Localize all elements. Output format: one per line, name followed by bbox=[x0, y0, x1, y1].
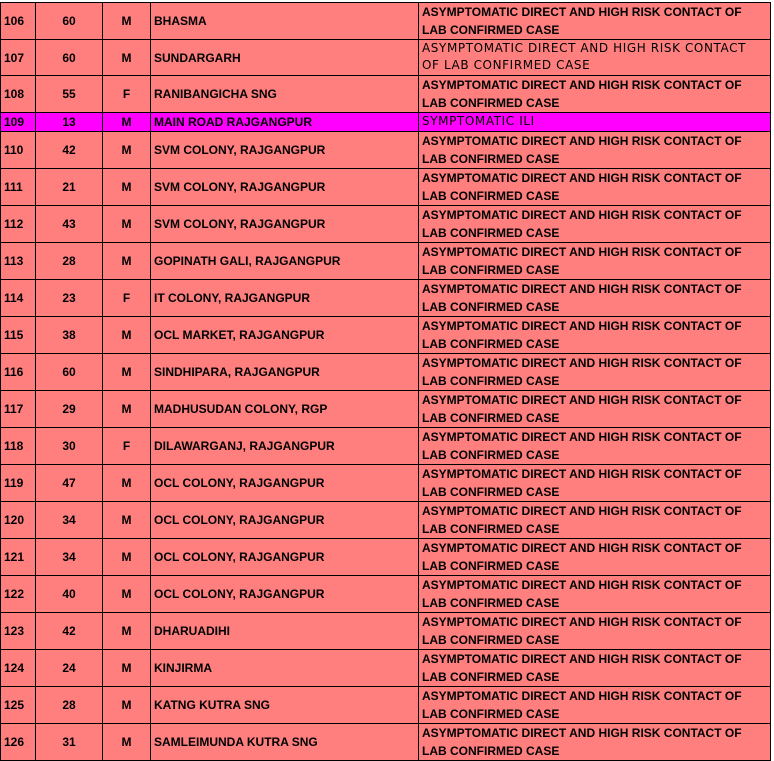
table-body bbox=[1, 3, 771, 761]
address-cell[interactable]: SINDHIPARA, RAJGANGPUR bbox=[151, 354, 419, 391]
table-row bbox=[1, 40, 771, 76]
serial-number-cell[interactable]: 117 bbox=[1, 391, 36, 428]
serial-number-cell[interactable]: 107 bbox=[1, 40, 36, 76]
table-row bbox=[1, 428, 771, 465]
serial-number-cell[interactable]: 126 bbox=[1, 724, 36, 761]
serial-number-cell[interactable]: 118 bbox=[1, 428, 36, 465]
remark-cell[interactable]: ASYMPTOMATIC DIRECT AND HIGH RISK CONTACT OF LAB CONFIRMED CASE bbox=[419, 650, 771, 687]
serial-number-cell[interactable]: 111 bbox=[1, 169, 36, 206]
sex-cell[interactable]: M bbox=[103, 132, 151, 169]
serial-number-cell[interactable]: 110 bbox=[1, 132, 36, 169]
sex-cell[interactable]: M bbox=[103, 40, 151, 76]
age-cell[interactable]: 31 bbox=[36, 724, 103, 761]
sex-cell[interactable]: M bbox=[103, 539, 151, 576]
table-row bbox=[1, 169, 771, 206]
age-cell[interactable]: 42 bbox=[36, 132, 103, 169]
age-cell[interactable]: 29 bbox=[36, 391, 103, 428]
age-cell[interactable]: 60 bbox=[36, 3, 103, 40]
remark-cell[interactable]: ASYMPTOMATIC DIRECT AND HIGH RISK CONTACT OF LAB CONFIRMED CASE bbox=[419, 539, 771, 576]
serial-number-cell[interactable]: 124 bbox=[1, 650, 36, 687]
table-row bbox=[1, 391, 771, 428]
serial-number-cell[interactable]: 120 bbox=[1, 502, 36, 539]
age-cell[interactable]: 28 bbox=[36, 687, 103, 724]
serial-number-cell[interactable]: 122 bbox=[1, 576, 36, 613]
address-cell[interactable]: SVM COLONY, RAJGANGPUR bbox=[151, 206, 419, 243]
address-cell[interactable]: KATNG KUTRA SNG bbox=[151, 687, 419, 724]
serial-number-cell[interactable]: 113 bbox=[1, 243, 36, 280]
age-cell[interactable]: 47 bbox=[36, 465, 103, 502]
address-cell[interactable]: BHASMA bbox=[151, 3, 419, 40]
serial-number-cell[interactable]: 121 bbox=[1, 539, 36, 576]
remark-cell[interactable]: ASYMPTOMATIC DIRECT AND HIGH RISK CONTACT OF LAB CONFIRMED CASE bbox=[419, 687, 771, 724]
address-cell[interactable]: OCL MARKET, RAJGANGPUR bbox=[151, 317, 419, 354]
table-row bbox=[1, 317, 771, 354]
remark-cell[interactable]: ASYMPTOMATIC DIRECT AND HIGH RISK CONTACT OF LAB CONFIRMED CASE bbox=[419, 3, 771, 40]
sex-cell[interactable]: M bbox=[103, 169, 151, 206]
table-row bbox=[1, 465, 771, 502]
address-cell[interactable]: SVM COLONY, RAJGANGPUR bbox=[151, 169, 419, 206]
serial-number-cell[interactable]: 108 bbox=[1, 76, 36, 113]
table-row bbox=[1, 539, 771, 576]
table-row bbox=[1, 502, 771, 539]
table-row bbox=[1, 132, 771, 169]
address-cell[interactable]: OCL COLONY, RAJGANGPUR bbox=[151, 539, 419, 576]
remark-cell[interactable]: ASYMPTOMATIC DIRECT AND HIGH RISK CONTACT OF LAB CONFIRMED CASE bbox=[419, 502, 771, 539]
remark-cell[interactable]: ASYMPTOMATIC DIRECT AND HIGH RISK CONTACT OF LAB CONFIRMED CASE bbox=[419, 40, 771, 76]
serial-number-cell[interactable]: 112 bbox=[1, 206, 36, 243]
serial-number-cell[interactable]: 123 bbox=[1, 613, 36, 650]
remark-cell[interactable]: ASYMPTOMATIC DIRECT AND HIGH RISK CONTACT OF LAB CONFIRMED CASE bbox=[419, 280, 771, 317]
sex-cell[interactable]: M bbox=[103, 317, 151, 354]
table-row bbox=[1, 724, 771, 761]
address-cell[interactable]: DHARUADIHI bbox=[151, 613, 419, 650]
sex-cell[interactable]: M bbox=[103, 465, 151, 502]
age-cell[interactable]: 38 bbox=[36, 317, 103, 354]
remark-cell[interactable]: ASYMPTOMATIC DIRECT AND HIGH RISK CONTACT OF LAB CONFIRMED CASE bbox=[419, 243, 771, 280]
sex-cell[interactable]: M bbox=[103, 354, 151, 391]
age-cell[interactable]: 23 bbox=[36, 280, 103, 317]
age-cell[interactable]: 43 bbox=[36, 206, 103, 243]
sex-cell[interactable]: M bbox=[103, 3, 151, 40]
sex-cell[interactable]: M bbox=[103, 243, 151, 280]
age-cell[interactable]: 28 bbox=[36, 243, 103, 280]
address-cell[interactable]: RANIBANGICHA SNG bbox=[151, 76, 419, 113]
sex-cell[interactable]: M bbox=[103, 391, 151, 428]
remark-cell[interactable]: ASYMPTOMATIC DIRECT AND HIGH RISK CONTACT OF LAB CONFIRMED CASE bbox=[419, 576, 771, 613]
sex-cell[interactable]: M bbox=[103, 113, 151, 132]
table-row bbox=[1, 3, 771, 40]
remark-cell[interactable]: ASYMPTOMATIC DIRECT AND HIGH RISK CONTACT OF LAB CONFIRMED CASE bbox=[419, 613, 771, 650]
sex-cell[interactable]: M bbox=[103, 687, 151, 724]
table-row bbox=[1, 354, 771, 391]
serial-number-cell[interactable]: 114 bbox=[1, 280, 36, 317]
sex-cell[interactable]: M bbox=[103, 650, 151, 687]
address-cell[interactable]: OCL COLONY, RAJGANGPUR bbox=[151, 502, 419, 539]
remark-cell[interactable]: ASYMPTOMATIC DIRECT AND HIGH RISK CONTACT OF LAB CONFIRMED CASE bbox=[419, 76, 771, 113]
table-row bbox=[1, 243, 771, 280]
sex-cell[interactable]: F bbox=[103, 428, 151, 465]
sex-cell[interactable]: M bbox=[103, 502, 151, 539]
table-row bbox=[1, 206, 771, 243]
remark-cell[interactable]: ASYMPTOMATIC DIRECT AND HIGH RISK CONTACT OF LAB CONFIRMED CASE bbox=[419, 428, 771, 465]
remark-cell[interactable]: ASYMPTOMATIC DIRECT AND HIGH RISK CONTACT OF LAB CONFIRMED CASE bbox=[419, 132, 771, 169]
sex-cell[interactable]: M bbox=[103, 613, 151, 650]
sex-cell[interactable]: F bbox=[103, 280, 151, 317]
spreadsheet-table bbox=[0, 2, 771, 761]
remark-cell[interactable]: ASYMPTOMATIC DIRECT AND HIGH RISK CONTACT OF LAB CONFIRMED CASE bbox=[419, 391, 771, 428]
age-cell[interactable]: 40 bbox=[36, 576, 103, 613]
table-row bbox=[1, 113, 771, 132]
serial-number-cell[interactable]: 116 bbox=[1, 354, 36, 391]
address-cell[interactable]: SVM COLONY, RAJGANGPUR bbox=[151, 132, 419, 169]
serial-number-cell[interactable]: 119 bbox=[1, 465, 36, 502]
address-cell[interactable]: KINJIRMA bbox=[151, 650, 419, 687]
sex-cell[interactable]: F bbox=[103, 76, 151, 113]
address-cell[interactable]: IT COLONY, RAJGANGPUR bbox=[151, 280, 419, 317]
age-cell[interactable]: 34 bbox=[36, 539, 103, 576]
address-cell[interactable]: DILAWARGANJ, RAJGANGPUR bbox=[151, 428, 419, 465]
sex-cell[interactable]: M bbox=[103, 724, 151, 761]
table-row bbox=[1, 650, 771, 687]
table-row bbox=[1, 613, 771, 650]
age-cell[interactable]: 34 bbox=[36, 502, 103, 539]
remark-cell[interactable]: ASYMPTOMATIC DIRECT AND HIGH RISK CONTACT OF LAB CONFIRMED CASE bbox=[419, 317, 771, 354]
age-cell[interactable]: 60 bbox=[36, 40, 103, 76]
address-cell[interactable]: MADHUSUDAN COLONY, RGP bbox=[151, 391, 419, 428]
sex-cell[interactable]: M bbox=[103, 576, 151, 613]
address-cell[interactable]: MAIN ROAD RAJGANGPUR bbox=[151, 113, 419, 132]
remark-cell[interactable]: ASYMPTOMATIC DIRECT AND HIGH RISK CONTACT OF LAB CONFIRMED CASE bbox=[419, 354, 771, 391]
address-cell[interactable]: OCL COLONY, RAJGANGPUR bbox=[151, 465, 419, 502]
remark-cell[interactable]: ASYMPTOMATIC DIRECT AND HIGH RISK CONTACT OF LAB CONFIRMED CASE bbox=[419, 169, 771, 206]
remark-cell[interactable]: ASYMPTOMATIC DIRECT AND HIGH RISK CONTACT OF LAB CONFIRMED CASE bbox=[419, 465, 771, 502]
address-cell[interactable]: SAMLEIMUNDA KUTRA SNG bbox=[151, 724, 419, 761]
remark-cell[interactable]: SYMPTOMATIC ILI bbox=[419, 113, 771, 132]
table-row bbox=[1, 576, 771, 613]
serial-number-cell[interactable]: 115 bbox=[1, 317, 36, 354]
address-cell[interactable]: OCL COLONY, RAJGANGPUR bbox=[151, 576, 419, 613]
age-cell[interactable]: 24 bbox=[36, 650, 103, 687]
address-cell[interactable]: SUNDARGARH bbox=[151, 40, 419, 76]
sex-cell[interactable]: M bbox=[103, 206, 151, 243]
table-row bbox=[1, 687, 771, 724]
table-row bbox=[1, 76, 771, 113]
age-cell[interactable]: 55 bbox=[36, 76, 103, 113]
age-cell[interactable]: 60 bbox=[36, 354, 103, 391]
serial-number-cell[interactable]: 106 bbox=[1, 3, 36, 40]
age-cell[interactable]: 21 bbox=[36, 169, 103, 206]
age-cell[interactable]: 42 bbox=[36, 613, 103, 650]
serial-number-cell[interactable]: 125 bbox=[1, 687, 36, 724]
remark-cell[interactable]: ASYMPTOMATIC DIRECT AND HIGH RISK CONTACT OF LAB CONFIRMED CASE bbox=[419, 724, 771, 761]
remark-cell[interactable]: ASYMPTOMATIC DIRECT AND HIGH RISK CONTACT OF LAB CONFIRMED CASE bbox=[419, 206, 771, 243]
serial-number-cell[interactable]: 109 bbox=[1, 113, 36, 132]
age-cell[interactable]: 13 bbox=[36, 113, 103, 132]
age-cell[interactable]: 30 bbox=[36, 428, 103, 465]
table-row bbox=[1, 280, 771, 317]
address-cell[interactable]: GOPINATH GALI, RAJGANGPUR bbox=[151, 243, 419, 280]
